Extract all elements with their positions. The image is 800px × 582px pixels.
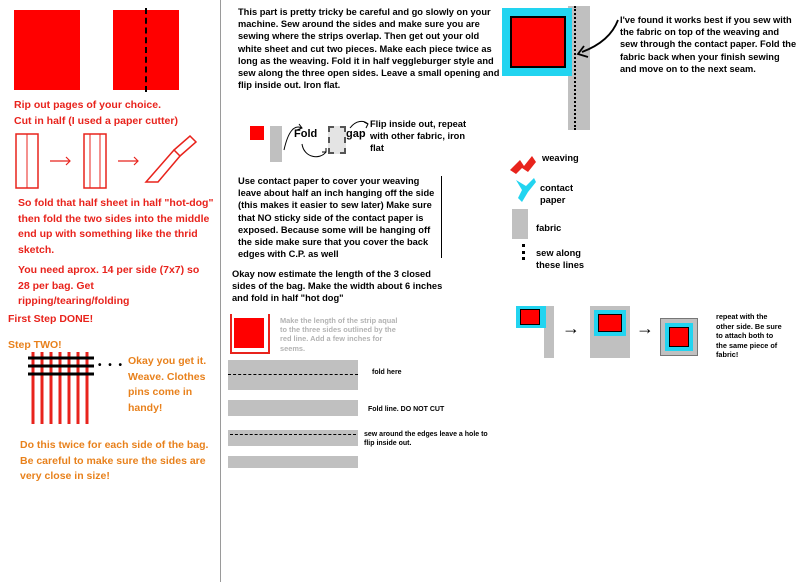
weaving-legend-icon: [508, 152, 538, 176]
repeat-step-3-weaving: [669, 327, 689, 347]
repeat-note-text: repeat with the other side. Be sure to attach both to the same piece of fabric!: [716, 312, 782, 359]
estimate-note-text: Okay now estimate the length of the 3 closed sides of the bag. Make the width about 6 inches and fold in half "hot dog": [232, 269, 443, 304]
flip-note-text: Flip inside out, repeat with other fabric, iron flat: [370, 119, 467, 154]
step1-need-text: You need aprox. 14 per side (7x7) so 28 per bag. Get ripping/tearing/folding: [18, 264, 200, 307]
sewing-weaving: [510, 16, 566, 68]
fold-here-dashed-line: [228, 374, 358, 375]
repeat-arrow-2: →: [636, 318, 654, 338]
legend-sew-label: sew along these lines: [536, 248, 585, 271]
paper-page-whole: [14, 10, 80, 90]
contact-note-text: Use contact paper to cover your weaving leave about half an inch hanging off the side (this makes it easier to sew later) Make sure that NO sticky side of the contact paper is exposed. Because some will be hanging off the side make sure that you cover the back edges with C.P. as well: [238, 176, 435, 260]
step1-cut-text: Cut in half (I used a paper cutter): [14, 115, 178, 127]
fold-here-label: fold here: [372, 369, 402, 376]
ellipsis: • • •: [98, 360, 125, 371]
legend-fabric-label: fabric: [536, 223, 562, 233]
repeat-step-3: [660, 318, 700, 358]
legend-contact-label: contact paper: [540, 183, 574, 206]
sewing-intro-text: This part is pretty tricky be careful and go slowly on your machine. Sew around the sides and make sure you are sewing where the strips overlap. Then get out your old white sheet and cut two pieces. Make each piece twice as long as the weaving. Fold it in half veggleburger style and sew along the three open sides. Leave a small opening and flip inside out. Iron flat.: [238, 7, 500, 91]
fold-line-label: Fold line. DO NOT CUT: [368, 406, 445, 413]
contact-paper-legend-icon: [512, 176, 538, 204]
repeat-step-1-weaving: [520, 309, 540, 325]
column-divider: [220, 0, 221, 582]
step1-fold-text: So fold that half sheet in half "hot-dog" then fold the two sides into the middle end up with something like the thrid sketch.: [18, 197, 214, 256]
sketch-folded-strip: [146, 150, 180, 182]
weaving-sketch: [28, 352, 98, 424]
mini-weaving-square: [250, 126, 264, 140]
repeat-step-1: [516, 306, 556, 358]
sew-lines-legend-icon: [522, 244, 525, 260]
repeat-step-2: [590, 306, 634, 358]
repeat-arrow-1: →: [562, 318, 580, 338]
bag-outline-diagram: [230, 314, 270, 354]
repeat-step-2-weaving: [598, 314, 622, 332]
bag-red-outline: [230, 314, 270, 354]
fabric-strip-2: [228, 400, 358, 416]
fabric-strip-3: [228, 430, 358, 446]
fabric-strip-1: [228, 360, 358, 390]
step2-twice-text: Do this twice for each side of the bag. Be careful to make sure the sides are very close in size!: [20, 439, 209, 482]
fabric-legend-icon: [512, 209, 528, 239]
sew-edges-label: sew around the edges leave a hole to flip inside out.: [364, 431, 488, 447]
folding-sketches: [14, 132, 204, 192]
sewing-tip-text: I've found it works best if you sew with the fabric on top of the weaving and sew through the contact paper. Fold the fabric back when your finish sewing and move on to the next seam.: [620, 15, 797, 74]
fold-label: Fold: [294, 128, 318, 140]
cut-line: [145, 8, 147, 92]
step1-rip-text: Rip out pages of your choice.: [14, 99, 162, 111]
legend-weaving-label: weaving: [542, 153, 579, 163]
gap-label: gap: [346, 128, 366, 140]
step2-title: Step TWO!: [8, 339, 62, 351]
sew-dotted-line: [230, 434, 356, 435]
sketch-side-folds: [84, 134, 106, 188]
fabric-strip-4: [228, 456, 358, 468]
sewing-arrow: [574, 18, 620, 62]
fold-arrows: [282, 116, 372, 160]
fabric-piece: [270, 126, 282, 162]
step1-done-text: First Step DONE!: [8, 313, 94, 325]
step2-weave-text: Okay you get it. Weave. Clothes pins come in handy!: [128, 355, 207, 414]
strip-length-note: Make the length of the strip aqual to the three sides outlined by the red line. Add a few inches for seems.: [280, 316, 398, 353]
contact-note-line: [441, 176, 442, 258]
